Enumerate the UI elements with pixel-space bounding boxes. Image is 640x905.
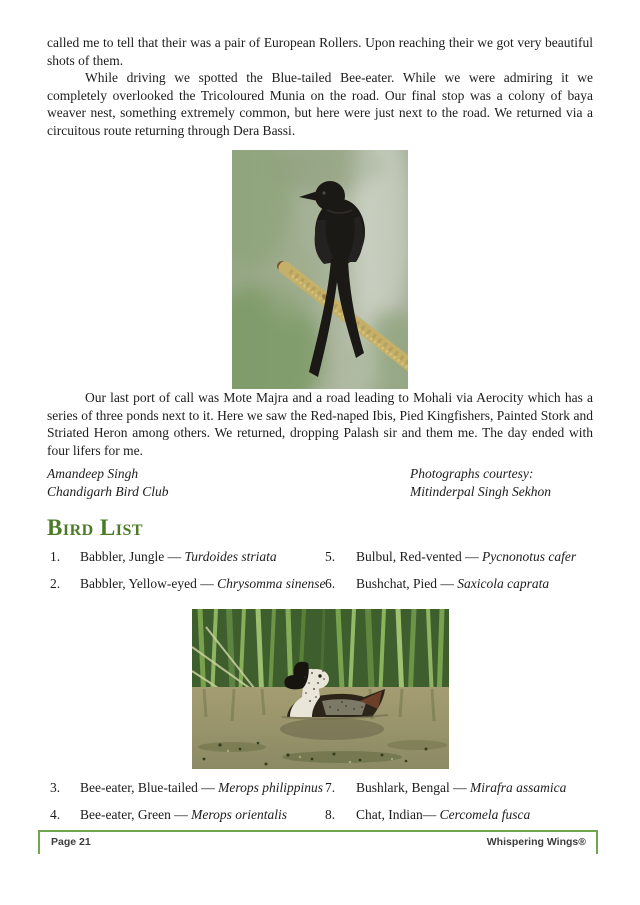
bird-number: 4. [50,807,61,822]
bird-number: 8. [325,807,336,822]
photo-credit [410,465,551,500]
bird-entry [80,548,277,566]
publication-name: Whispering Wings® [486,836,586,849]
bird-entry [356,548,576,566]
bird-entry [356,575,549,593]
bird-common-name: Bee-eater, Blue-tailed — [80,780,219,795]
bird-scientific-name: Pycnonotus cafer [481,549,577,564]
page-footer [38,830,598,854]
bird-number: 6. [325,576,336,591]
bird-list-row [47,575,593,602]
bird-number: 7. [325,780,336,795]
paragraph-drive: While driving we spotted the Blue-tailed Bee-eater. While we were admiring it we completely overlooked the Tricoloured Munia on the road. Our final stop was a colony of baya weaver nest, something extremely common, but here were just next to the road. We returned via a circuitous route returning through Dera Bassi. [47,70,593,138]
bird-common-name: Babbler, Jungle — [80,549,185,564]
photographer-name: Mitinderpal Singh Sekhon [410,483,551,499]
bird-list-rows-bottom [47,779,593,833]
bird-list-row [47,548,593,575]
bird-scientific-name: Turdoides striata [184,549,277,564]
bird-list-rows-top [47,548,593,602]
author-club: Chandigarh Bird Club [47,483,169,499]
bird-scientific-name: Merops orientalis [191,807,288,822]
bird-common-name: Chat, Indian— [356,807,440,822]
paragraph-continued: called me to tell that their was a pair of European Rollers. Upon reaching their we got very beautiful shots of them. [47,35,593,68]
bird-scientific-name: Merops philippinus [218,780,324,795]
bird-entry [356,779,566,797]
author-name: Amandeep Singh [47,466,139,481]
bird-scientific-name: Saxicola caprata [457,576,550,591]
paragraph-mote-majra: Our last port of call was Mote Majra and a road leading to Mohali via Aerocity which has a series of three ponds next to it. Here we saw the Red-naped Ibis, Pied Kingfishers, Painted Stork and Striated Heron among others. We returned, dropping Palash sir and them me. The day ended with four lifers for me. [47,390,593,458]
bird-number: 2. [50,576,61,591]
bird-entry [80,575,325,593]
duck-photo [192,609,449,769]
bird-common-name: Bulbul, Red-vented — [356,549,482,564]
page-number: Page 21 [51,836,91,849]
bird-entry [80,779,323,797]
bird-list-row [47,806,593,833]
bird-common-name: Bee-eater, Green — [80,807,192,822]
byline-block [47,465,593,500]
duck-photo-graphic [192,609,449,769]
bird-list-row [47,779,593,806]
author-byline [47,465,169,500]
bird-entry [80,806,287,824]
drongo-photo [232,150,408,389]
bird-scientific-name: Mirafra assamica [470,780,567,795]
bird-common-name: Babbler, Yellow-eyed — [80,576,218,591]
drongo-photo-graphic [232,150,408,389]
credit-label: Photographs courtesy: [410,466,534,481]
bird-scientific-name: Chrysomma sinense [217,576,326,591]
bird-number: 5. [325,549,336,564]
bird-number: 3. [50,780,61,795]
bird-list-heading: Bird List [47,515,144,540]
bird-scientific-name: Cercomela fusca [439,807,531,822]
bird-entry [356,806,530,824]
bird-common-name: Bushlark, Bengal — [356,780,470,795]
bird-number: 1. [50,549,61,564]
bird-common-name: Bushchat, Pied — [356,576,458,591]
